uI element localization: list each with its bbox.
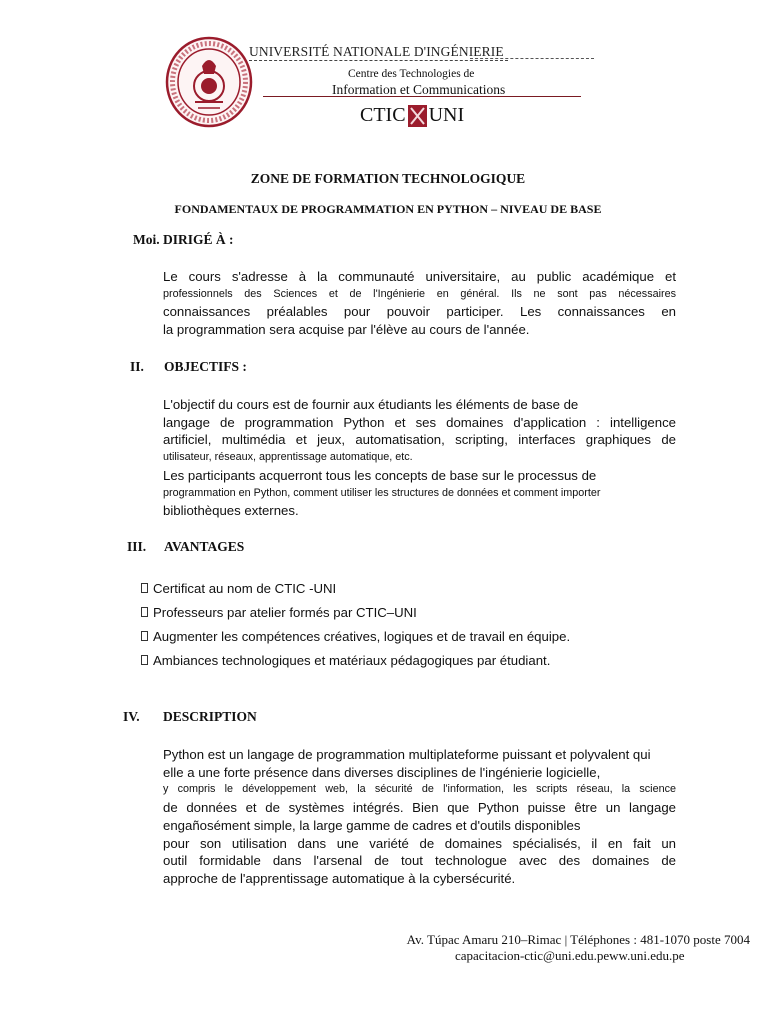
paragraph-line: Python est un langage de programmation multiplateforme puissant et polyvalent qui	[163, 747, 651, 762]
section-title: DESCRIPTION	[163, 709, 257, 724]
paragraph-line: Les participants acquerront tous les concepts de base sur le processus de	[163, 467, 597, 483]
footer-address: Av. Túpac Amaru 210–Rimac | Téléphones : 481-1070 poste 7004	[406, 932, 750, 947]
list-item-text: Certificat au nom de CTIC -UNI	[153, 580, 337, 596]
brand-right-text: UNI	[428, 104, 465, 126]
objectives-paragraph	[163, 396, 676, 520]
section-description-heading	[123, 709, 257, 725]
section-number: III.	[127, 539, 147, 554]
paragraph-line: L'objectif du cours est de fournir aux étudiants les éléments de base de	[163, 397, 579, 412]
list-item-text: Ambiances technologiques et matériaux pédagogiques par étudiant.	[153, 652, 551, 668]
header-divider	[263, 96, 581, 97]
section-number: IV.	[123, 709, 140, 724]
section-title: DIRIGÉ À :	[163, 232, 234, 247]
paragraph-line: programmation en Python, comment utiliser les structures de données et comment importer	[163, 486, 601, 499]
section-number: Moi.	[133, 232, 160, 247]
section-title: OBJECTIFS :	[164, 359, 247, 374]
audience-paragraph	[163, 268, 676, 339]
ctic-uni-brand	[360, 104, 464, 127]
university-name: UNIVERSITÉ NATIONALE D'INGÉNIERIE	[249, 44, 508, 61]
paragraph-line: elle a une forte présence dans diverses disciplines de l'ingénierie logicielle,	[163, 764, 601, 780]
paragraph-line: professionnels des Sciences et de l'Ingénierie en général. Ils ne sont pas nécessaires	[163, 287, 676, 300]
paragraph-line: engañosément simple, la large gamme de cadres et d'outils disponibles	[163, 817, 581, 833]
paragraph-line: artificiel, multimédia et jeux, automatisation, scripting, interfaces graphiques de	[163, 432, 676, 448]
brand-emblem-icon	[408, 105, 427, 127]
course-title: FONDAMENTAUX DE PROGRAMMATION EN PYTHON – NIVEAU DE BASE	[174, 202, 602, 216]
footer-email: capacitacion-ctic@uni.edu.peww.uni.edu.pe	[455, 948, 685, 963]
section-audience-heading	[133, 232, 234, 248]
paragraph-line: la programmation sera acquise par l'élève au cours de l'année.	[163, 322, 530, 338]
section-objectives-heading	[130, 359, 247, 375]
paragraph-line: connaissances préalables pour pouvoir participer. Les connaissances en	[163, 304, 676, 320]
paragraph-line: utilisateur, réseaux, apprentissage automatique, etc.	[163, 451, 413, 464]
section-number: II.	[130, 359, 144, 374]
section-advantages-heading	[127, 539, 244, 555]
paragraph-line: pour son utilisation dans une variété de domaines spécialisés, il en fait un	[163, 835, 676, 851]
centre-name: Centre des Technologies de	[348, 68, 475, 80]
bullet-icon	[141, 631, 148, 641]
paragraph-line: Le cours s'adresse à la communauté universitaire, au public académique et	[163, 269, 676, 284]
bullet-icon	[141, 607, 148, 617]
list-item	[141, 600, 570, 624]
bullet-icon	[141, 583, 148, 593]
university-seal-logo	[165, 36, 253, 128]
list-item-text: Augmenter les compétences créatives, logiques et de travail en équipe.	[153, 628, 571, 644]
brand-left-text: CTIC	[360, 104, 406, 126]
header-dashed-rule	[470, 58, 594, 59]
bullet-icon	[141, 655, 148, 665]
paragraph-line: de données et de systèmes intégrés. Bien que Python puisse être un langage	[163, 800, 676, 816]
list-item	[141, 624, 570, 648]
description-paragraph	[163, 746, 676, 888]
document-title: ZONE DE FORMATION TECHNOLOGIQUE	[250, 171, 526, 186]
section-title: AVANTAGES	[164, 539, 245, 554]
advantages-list	[141, 576, 570, 672]
centre-subtitle: Information et Communications	[332, 82, 506, 97]
paragraph-line: langage de programmation Python et ses domaines d'application : intelligence	[163, 414, 676, 430]
paragraph-line: approche de l'apprentissage automatique à la cybersécurité.	[163, 870, 516, 886]
paragraph-line: bibliothèques externes.	[163, 503, 299, 519]
list-item	[141, 648, 570, 672]
paragraph-line: y compris le développement web, la sécurité de l'information, les scripts réseau, la science	[163, 783, 676, 796]
paragraph-line: outil formidable dans l'arsenal de tout technologue avec des domaines de	[163, 853, 676, 869]
list-item	[141, 576, 570, 600]
list-item-text: Professeurs par atelier formés par CTIC–UNI	[153, 604, 417, 620]
